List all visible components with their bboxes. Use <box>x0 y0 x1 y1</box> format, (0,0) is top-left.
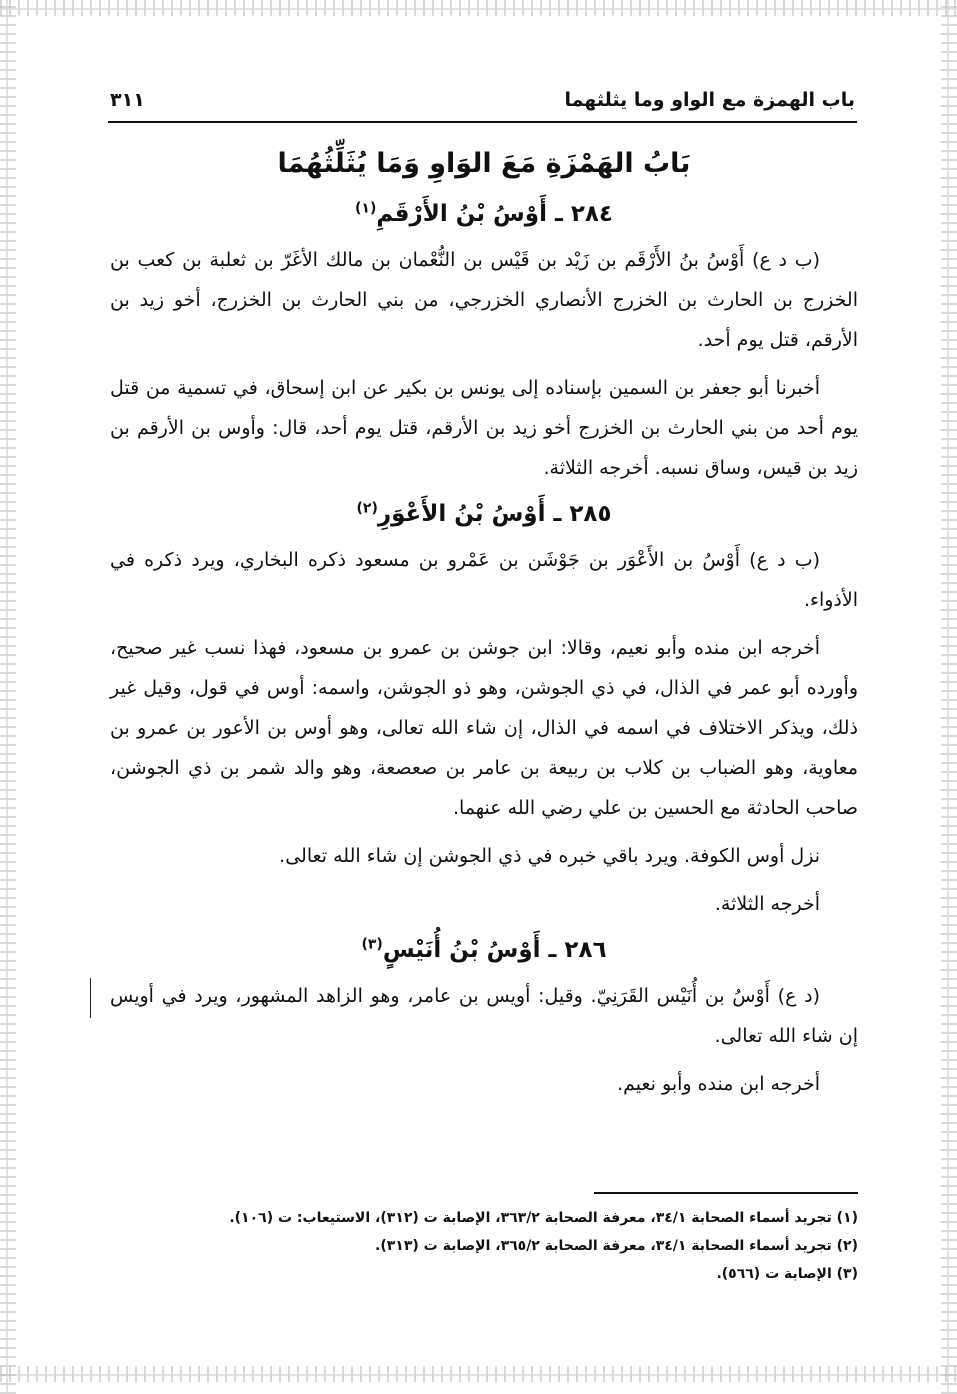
entry-title-284 <box>110 192 858 236</box>
paragraph: (د ع) أَوْسُ بن أُنَيْس القَرَنِيّ. وقيل: أويس بن عامر، وهو الزاهد المشهور، ويرد في أويس إن شاء الله تعالى. <box>110 985 858 1047</box>
entry-title-text: ٢٨٤ ـ أَوْسُ بْنُ الأَرْقَمِ <box>376 201 613 227</box>
decorative-border-bottom <box>0 1366 957 1382</box>
paragraph: (ب د ع) أَوْسُ بنُ الأَرْقَم بن زَيْد بن قَيْس بن النُّعْمان بن مالك الأغَرّ بن ثعلبة بن كعب بن الخزرج بن الحارث بن الخزرج الأنصاري الخزرجي، من بني الحارث بن الخزرج، أخو زيد بن الأرقم، قتل يوم أحد. <box>110 249 858 351</box>
paragraph: (ب د ع) أَوْسُ بن الأَعْوَر بن جَوْشَن بن عَمْرو بن مسعود ذكره البخاري، ويرد ذكره في الأذواء. <box>110 549 858 611</box>
footnote-3: (٣) الإصابة ت (٥٦٦). <box>716 1266 858 1282</box>
page-number: ٣١١ <box>110 89 145 111</box>
paragraph: أخبرنا أبو جعفر بن السمين بإسناده إلى يونس بن بكير عن ابن إسحاق، في تسمية من قتل يوم أحد من بني الحارث بن الخزرج أخو زيد بن الأرقم، قتل يوم أحد، قال: وأوس بن الأرقم بن زيد بن قيس، وساق نسبه. أخرجه الثلاثة. <box>110 377 858 479</box>
footnote-marker: (٣) <box>361 936 383 953</box>
entry-title-text: ٢٨٥ ـ أَوْسُ بْنُ الأَعْوَرِ <box>377 501 612 527</box>
paragraph: نزل أوس الكوفة. ويرد باقي خبره في ذي الجوشن إن شاء الله تعالى. <box>279 845 820 867</box>
entry-title-285 <box>110 492 858 536</box>
chapter-title: بَابُ الهَمْزَةِ مَعَ الوَاوِ وَمَا يُثَلِّثُهُمَا <box>277 148 691 179</box>
margin-mark <box>90 978 91 1018</box>
decorative-border-right <box>941 0 957 1394</box>
entry-title-286 <box>110 928 858 972</box>
footnote-marker: (٢) <box>356 500 378 517</box>
running-header <box>110 80 855 120</box>
entry-title-text: ٢٨٦ ـ أَوْسُ بْنُ أُنَيْسٍ <box>382 937 607 963</box>
footnotes <box>110 1204 858 1288</box>
running-title: باب الهمزة مع الواو وما يثلثهما <box>564 89 855 111</box>
footnote-marker: (١) <box>355 200 377 217</box>
footnote-separator <box>594 1192 858 1194</box>
decorative-border-left <box>0 0 16 1394</box>
footnote-1: (١) تجريد أسماء الصحابة ٣٤/١، معرفة الصحابة ٣٦٣/٢، الإصابة ت (٣١٢)، الاستيعاب: ت (١٠٦). <box>229 1210 858 1226</box>
decorative-border-top <box>0 0 957 16</box>
paragraph: أخرجه الثلاثة. <box>714 893 820 915</box>
paragraph: أخرجه ابن منده وأبو نعيم، وقالا: ابن جوشن بن عمرو بن مسعود، فهذا نسب غير صحيح، وأورده أبو عمر في الذال، في ذي الجوشن، وهو ذو الجوشن، واسمه: أوس في قول، وقيل غير ذلك، ويذكر الاختلاف في اسمه في الذال، إن شاء الله تعالى، وهو أوس بن الأعور بن عمرو بن معاوية، وهو الضباب بن كلاب بن ربيعة بن عامر بن صعصعة، وهو والد شمر بن ذي الجوشن، صاحب الحادثة مع الحسين بن علي رضي الله عنهما. <box>110 637 858 819</box>
page-body <box>110 132 858 1104</box>
footnote-2: (٢) تجريد أسماء الصحابة ٣٤/١، معرفة الصحابة ٣٦٥/٢، الإصابة ت (٣١٣). <box>375 1238 858 1254</box>
header-rule <box>108 121 857 123</box>
paragraph: أخرجه ابن منده وأبو نعيم. <box>617 1073 820 1095</box>
